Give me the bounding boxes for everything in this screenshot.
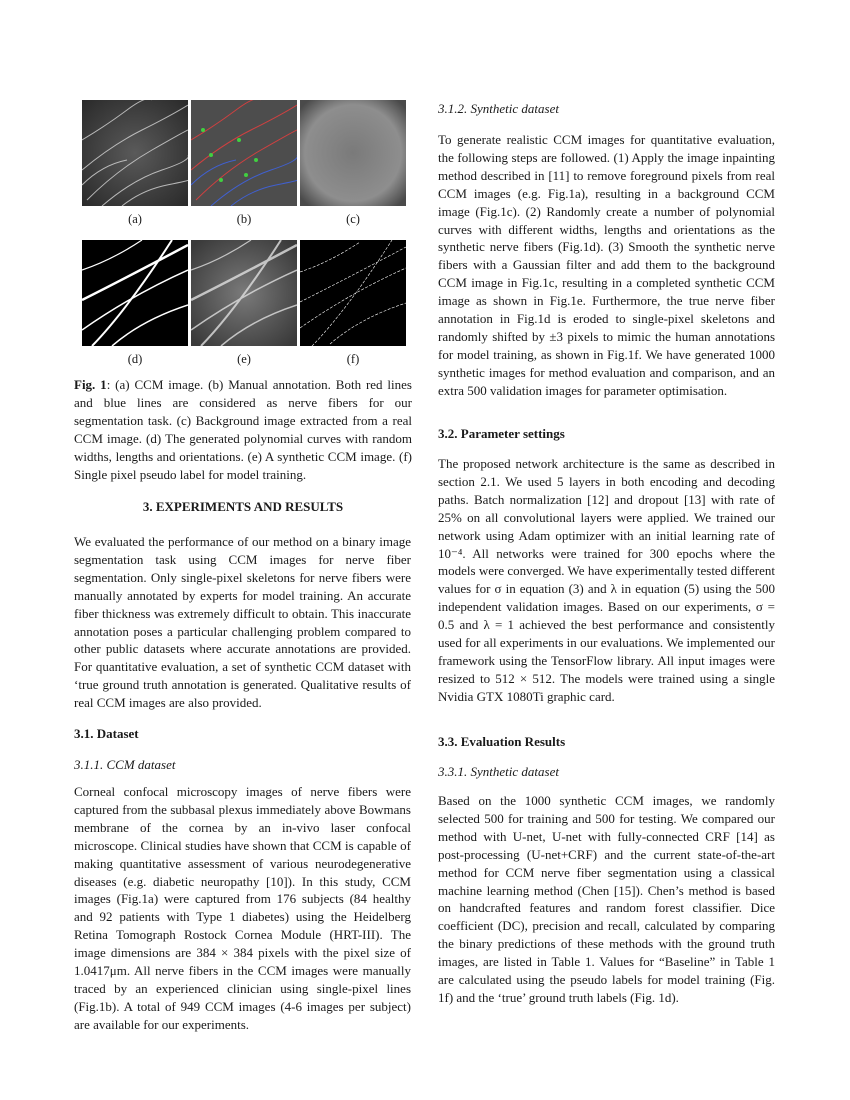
panel-a-ccm-image (82, 100, 188, 206)
section-3-1-1-heading: 3.1.1. CCM dataset (74, 757, 176, 772)
section-3-heading: 3. EXPERIMENTS AND RESULTS (142, 499, 344, 514)
section-3-1-2-text: To generate realistic CCM images for quantitative evaluation, the following steps are followed. (1) Apply the image inpainting method described in [11] to remove foreground pixels from real CCM images (e.g. Fig.1a), resulting in a background CCM image (Fig.1c). (2) Randomly create a number of polynomial curves with different widths, lengths and orientations as the synthetic nerve fibers (Fig.1d). (3) Smooth the synthetic nerve fibers with a Gaussian filter and add them to the background CCM image in Fig.1c, resulting in a completed synthetic CCM image as shown in Fig.1e. Furthermore, the true nerve fiber annotation in Fig.1d is eroded to single-pixel skeletons and randomly shifted by ±3 pixels to mimic the human annotations for model training, as shown in Fig.1f. We have generated 1000 synthetic images for method evaluation and comparison, and an extra 500 validation images for parameter optimisation. (438, 132, 775, 398)
figure-caption-text: : (a) CCM image. (b) Manual annotation. Both red lines and blue lines are considered as nerve fibers for our segmentation task. (c) Background image extracted from a real CCM image. (d) The generated polynomial curves with random widths, lengths and orientations. (e) A synthetic CCM image. (f) Single pixel pseudo label for model training. (74, 377, 412, 482)
section-3-text: We evaluated the performance of our method on a binary image segmentation task using CCM images for nerve fiber segmentation. Only single-pixel skeletons for nerve fibers were manually annotated by experts for model training. An accurate fiber thickness was extremely difficult to obtain. This inaccurate annotation poses a particular challenging problem compared to other public datasets where accurate annotations are provided. For quantitative evaluation, a set of synthetic CCM dataset with ‘true ground truth annotation is generated. Qualitative results of real CCM images are also provided. (74, 534, 411, 711)
section-3-1-2-heading: 3.1.2. Synthetic dataset (438, 101, 559, 116)
section-3-1-1-text: Corneal confocal microscopy images of nerve fibers were captured from the subbasal plexus immediately above Bowmans membrane of the cornea by an in-vivo laser confocal microscope. Clinical studies have shown that CCM is capable of making quantitative assessment of various neurodegenerative diseases (e.g. diabetic neuropathy [10]). In this study, CCM images (Fig.1a) were captured from 176 subjects (84 healthy and 92 patients with Type 1 diabetes) using the Heidelberg Retina Tomograph Rostock Cornea Module (HRT-III). The image dimensions are 384 × 384 pixels with the pixel size of 1.0417μm. All nerve fibers in the CCM images were manually traced by an experienced clinician using single-pixel lines (Fig.1b). A total of 949 CCM images (4-6 images per subject) are available for our experiments. (74, 784, 411, 1032)
panel-e-synthetic-ccm (191, 240, 297, 346)
panel-b-manual-annotation (191, 100, 297, 206)
panel-label-c: (c) (346, 212, 360, 226)
panel-label-a: (a) (128, 212, 142, 226)
panel-label-b: (b) (236, 212, 252, 226)
section-3-2-heading: 3.2. Parameter settings (438, 426, 565, 441)
figure-caption-label: Fig. 1 (74, 377, 107, 392)
figure-caption (74, 376, 412, 484)
panel-d-polynomial-curves (82, 240, 188, 346)
panel-label-e: (e) (237, 352, 251, 366)
panel-label-f: (f) (346, 352, 360, 366)
panel-f-pseudo-label (300, 240, 406, 346)
section-3-3-1-heading: 3.3.1. Synthetic dataset (438, 764, 559, 779)
section-3-3-1-text: Based on the 1000 synthetic CCM images, we randomly selected 500 for training and 500 for testing. We compared our method with U-net, U-net with fully-connected CRF [14] as post-processing (U-net+CRF) and the current state-of-the-art method for CCM nerve fiber segmentation using a classical machine learning method (Chen [15]). Chen’s method is based on handcrafted features and random forest classifier. Dice coefficient (DC), precision and recall, calculated by comparing the binary predictions of these methods with the ground truth images, are listed in Table 1. Values for “Baseline” in Table 1 are calculated using the pseudo labels for model training (Fig. 1f) and the ‘true’ ground truth labels (Fig. 1d). (438, 793, 775, 1005)
panel-c-background-image (300, 100, 406, 206)
section-3-3-heading: 3.3. Evaluation Results (438, 734, 566, 749)
section-3-1-heading: 3.1. Dataset (74, 726, 139, 741)
section-3-2-text: The proposed network architecture is the same as described in section 2.1. We used 5 layers in both encoding and decoding paths. Batch normalization [12] and dropout [13] with rate of 25% on all convolutional layers were applied. We trained our network using Adam optimizer with an initial learning rate of 10⁻⁴. All networks were trained for 300 epochs where the models were converged. We have experimentally tested different values for σ in equation (3) and λ in equation (5) using the 500 independent validation images. Based on our experiments, σ = 0.5 and λ = 1 achieved the best performance and consistently used for all experiments in our evaluations. We implemented our framework using the TensorFlow library. All input images were resized to 512 × 512. The models were trained using a single Nvidia GTX 1080Ti graphic card. (438, 456, 775, 704)
panel-label-d: (d) (127, 352, 143, 366)
